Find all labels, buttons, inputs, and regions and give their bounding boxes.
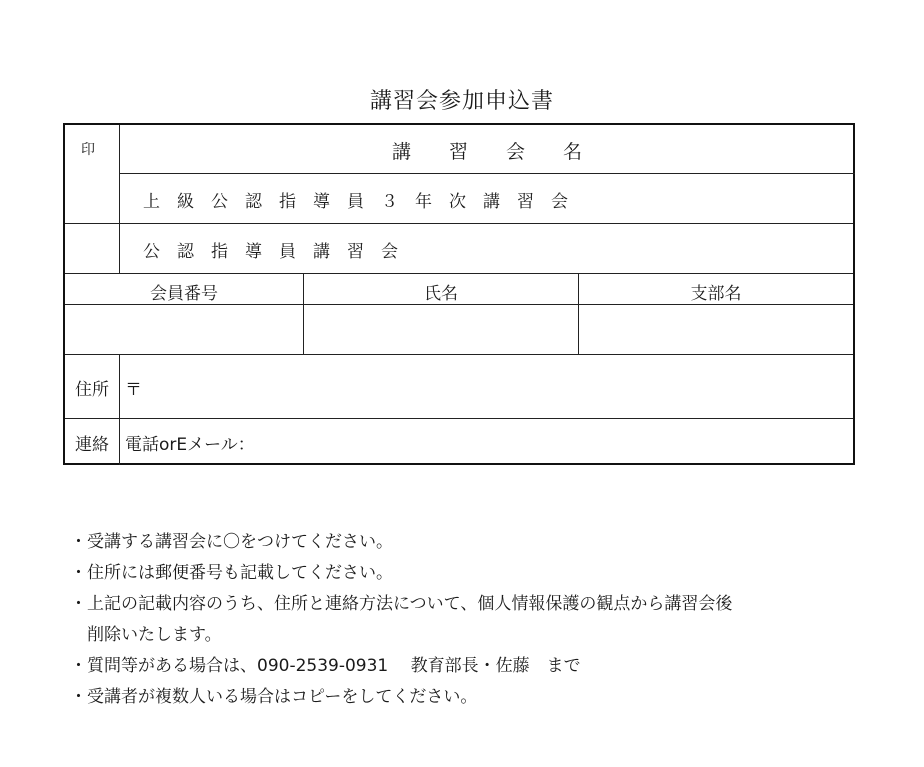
row-divider	[65, 273, 853, 274]
stamp-label: 印	[81, 142, 95, 158]
note-item: ・質問等がある場合は、090-2539-0931 教育部長・佐藤 まで	[70, 656, 581, 676]
note-item: ・受講する講習会に〇をつけてください。	[70, 532, 393, 552]
name-field[interactable]	[304, 305, 578, 354]
branch-field[interactable]	[579, 305, 853, 354]
member-number-header: 会員番号	[150, 284, 218, 304]
contact-field[interactable]	[265, 419, 853, 465]
name-header: 氏名	[424, 284, 458, 304]
note-item: ・上記の記載内容のうち、住所と連絡方法について、個人情報保護の観点から講習会後	[70, 594, 733, 614]
branch-header: 支部名	[690, 284, 742, 304]
application-form-table	[63, 123, 855, 465]
row-divider	[119, 173, 855, 174]
form-title: 講習会参加申込書	[369, 89, 554, 114]
column-divider	[119, 354, 120, 465]
course-option-advanced[interactable]: 上 級 公 認 指 導 員 ３ 年 次 講 習 会	[143, 192, 568, 212]
course-header: 講 習 会 名	[391, 141, 582, 163]
course-option-certified[interactable]: 公 認 指 導 員 講 習 会	[143, 242, 398, 262]
note-item: ・住所には郵便番号も記載してください。	[70, 563, 393, 583]
member-number-field[interactable]	[65, 305, 303, 354]
postal-mark: 〒	[125, 380, 142, 400]
note-item: ・受講者が複数人いる場合はコピーをしてください。	[70, 687, 478, 707]
note-item-continuation: 削除いたします。	[87, 625, 222, 645]
address-field[interactable]	[145, 355, 853, 418]
contact-hint: 電話orEメール：	[125, 435, 255, 455]
address-label: 住所	[75, 380, 109, 400]
row-divider	[65, 223, 853, 224]
contact-label: 連絡	[75, 435, 109, 455]
notes-list	[70, 527, 732, 713]
stamp-cell-certified[interactable]	[65, 224, 119, 273]
stamp-cell-advanced[interactable]	[65, 174, 119, 223]
